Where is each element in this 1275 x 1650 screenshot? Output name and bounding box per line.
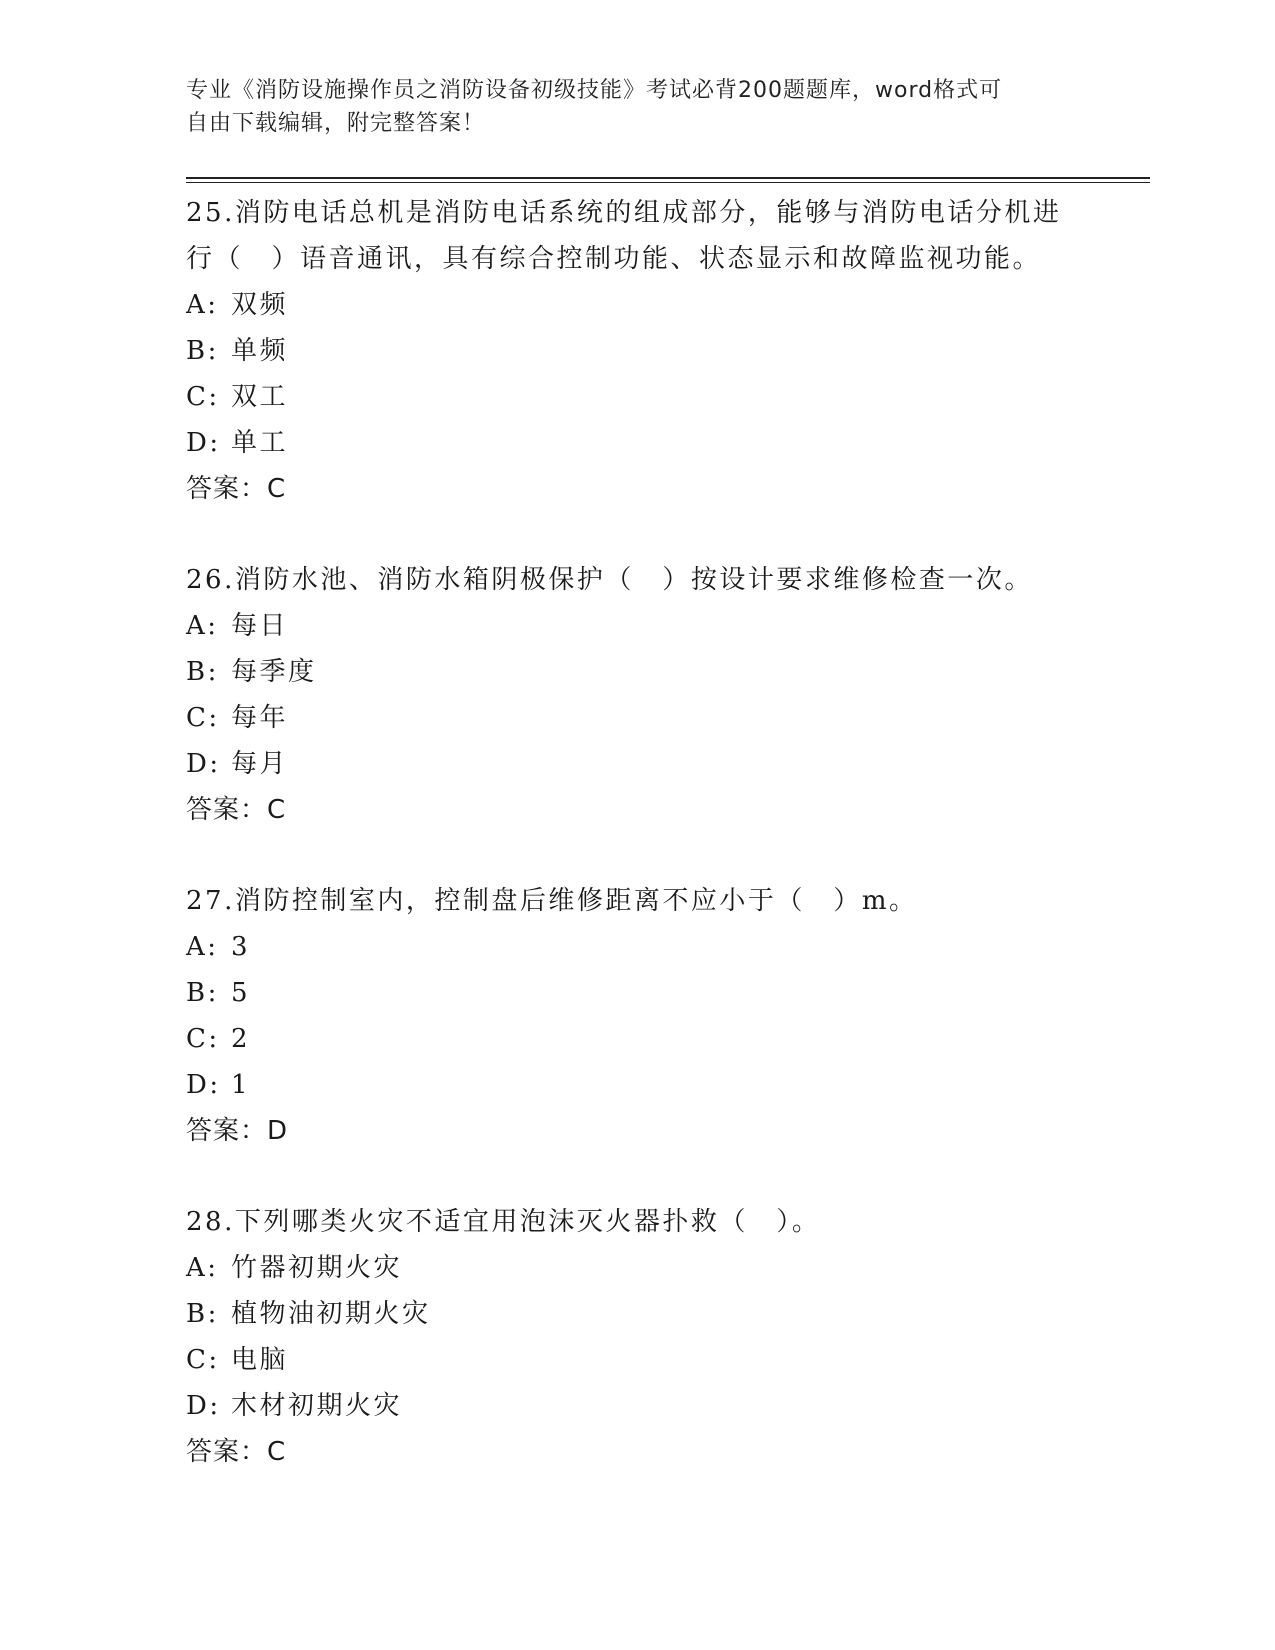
option-text: 3: [231, 932, 251, 962]
option-text: 竹器初期火灾: [231, 1253, 403, 1283]
header-line-1: 专业《消防设施操作员之消防设备初级技能》考试必背200题题库，word格式可: [186, 78, 1003, 103]
option-text: 双工: [231, 382, 289, 412]
option-text: 单频: [231, 336, 289, 366]
option-text: 双频: [231, 290, 289, 320]
option-text: 5: [231, 978, 251, 1008]
option-b: [186, 328, 1086, 374]
answer-line: 答案：D: [186, 1116, 289, 1146]
option-text: 2: [231, 1024, 251, 1054]
option-letter: B:: [186, 336, 219, 366]
option-letter: C:: [186, 703, 220, 733]
question-27: [186, 878, 1086, 1154]
option-text: 每季度: [231, 657, 317, 687]
option-letter: A:: [186, 932, 219, 962]
option-letter: A:: [186, 290, 219, 320]
question-26: [186, 557, 1086, 833]
option-d: [186, 1062, 1086, 1108]
option-letter: B:: [186, 978, 219, 1008]
option-c: [186, 374, 1086, 420]
option-text: 单工: [231, 428, 289, 458]
option-letter: B:: [186, 657, 219, 687]
option-d: [186, 1383, 1086, 1429]
option-text: 每日: [231, 611, 289, 641]
option-letter: A:: [186, 1253, 219, 1283]
option-letter: B:: [186, 1299, 219, 1329]
option-letter: C:: [186, 1024, 220, 1054]
option-text: 每年: [231, 703, 289, 733]
option-letter: C:: [186, 1345, 220, 1375]
option-text: 植物油初期火灾: [231, 1299, 431, 1329]
question-stem: 25.消防电话总机是消防电话系统的组成部分，能够与消防电话分机进行（ ）语音通讯，具有综合控制功能、状态显示和故障监视功能。: [186, 198, 1062, 274]
question-28: [186, 1199, 1086, 1475]
header-line-2: 自由下载编辑，附完整答案！: [186, 111, 486, 136]
answer-line: 答案：C: [186, 1437, 287, 1467]
option-d: [186, 420, 1086, 466]
question-stem: 28.下列哪类火灾不适宜用泡沫灭火器扑救（ ）。: [186, 1207, 821, 1237]
option-a: [186, 603, 1086, 649]
option-letter: D:: [186, 428, 221, 458]
option-letter: D:: [186, 749, 221, 779]
option-text: 电脑: [231, 1345, 289, 1375]
option-text: 1: [231, 1070, 251, 1100]
header-rule-thick: [186, 177, 1150, 179]
question-list: [186, 190, 1086, 1520]
option-c: [186, 1016, 1086, 1062]
option-text: 木材初期火灾: [231, 1391, 403, 1421]
header-rule-thin: [186, 182, 1150, 183]
option-a: [186, 1245, 1086, 1291]
option-d: [186, 741, 1086, 787]
option-c: [186, 695, 1086, 741]
option-text: 每月: [231, 749, 289, 779]
question-25: [186, 190, 1086, 512]
option-b: [186, 970, 1086, 1016]
option-a: [186, 924, 1086, 970]
option-letter: D:: [186, 1391, 221, 1421]
option-c: [186, 1337, 1086, 1383]
option-a: [186, 282, 1086, 328]
question-stem: 27.消防控制室内，控制盘后维修距离不应小于（ ）m。: [186, 886, 918, 916]
option-letter: D:: [186, 1070, 221, 1100]
option-letter: A:: [186, 611, 219, 641]
option-b: [186, 1291, 1086, 1337]
document-header: [186, 74, 1086, 140]
option-letter: C:: [186, 382, 220, 412]
question-stem: 26.消防水池、消防水箱阴极保护（ ）按设计要求维修检查一次。: [186, 565, 1033, 595]
answer-line: 答案：C: [186, 474, 287, 504]
option-b: [186, 649, 1086, 695]
answer-line: 答案：C: [186, 795, 287, 825]
